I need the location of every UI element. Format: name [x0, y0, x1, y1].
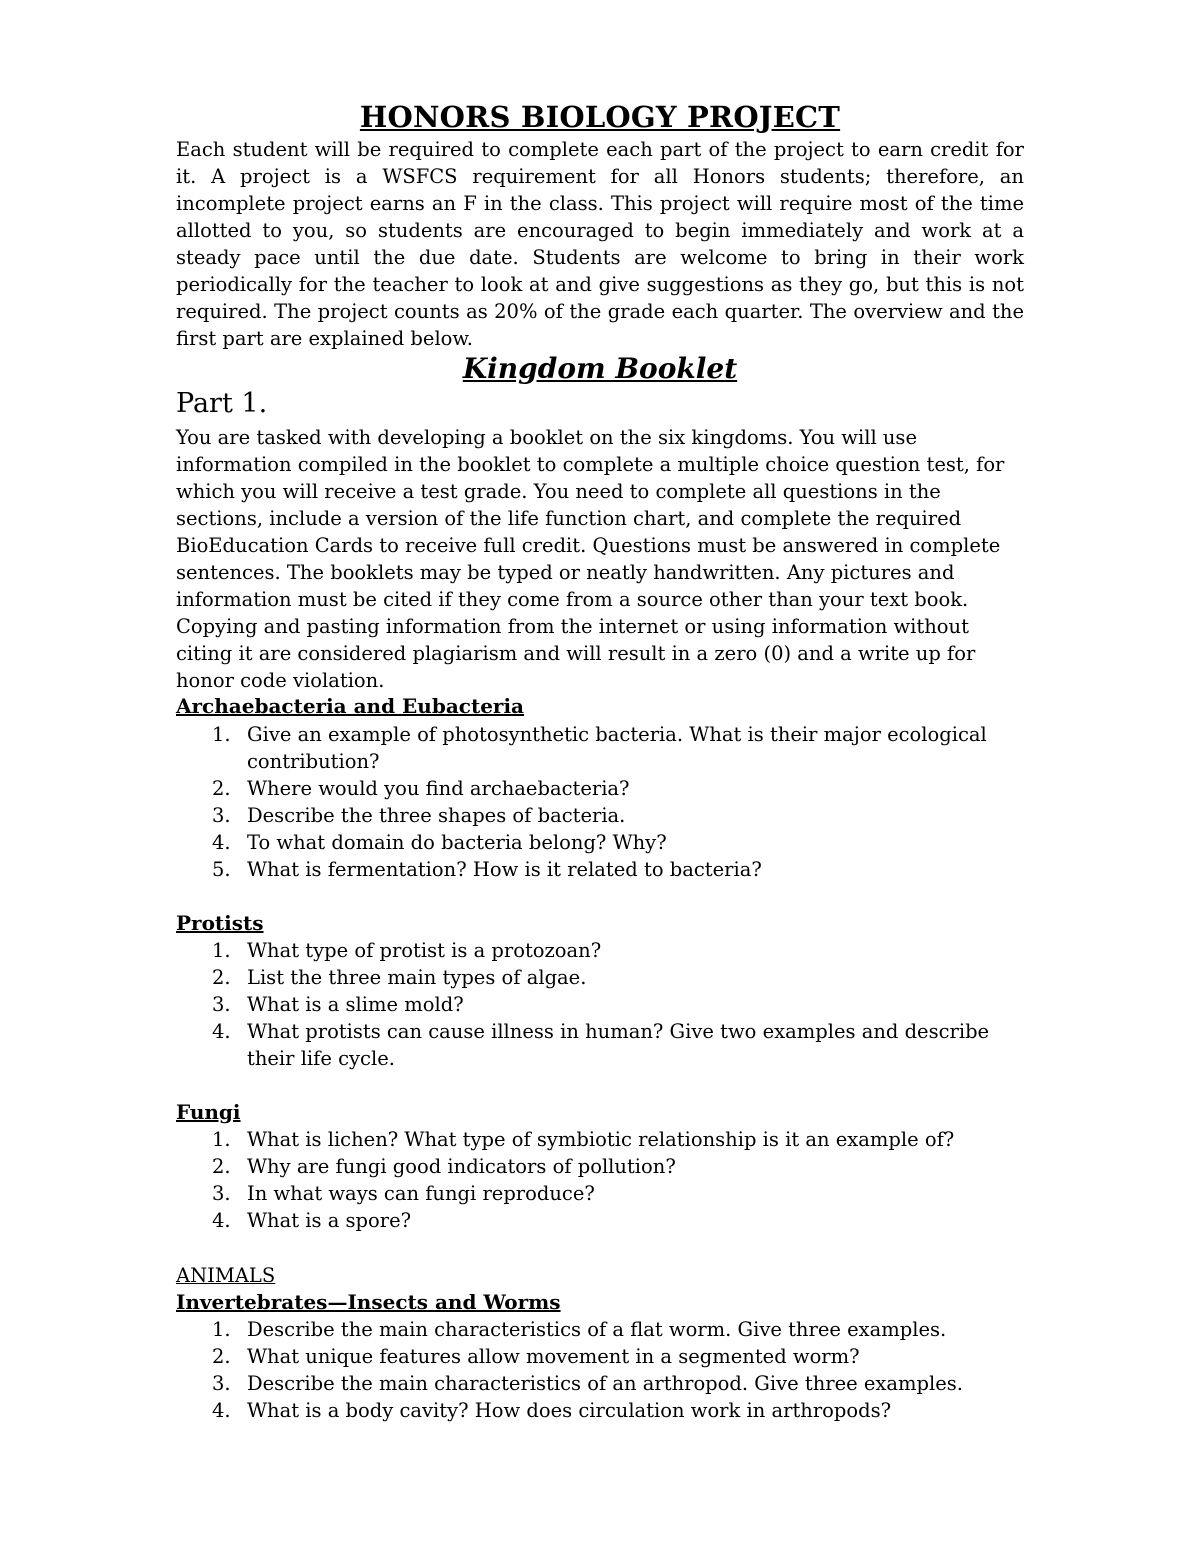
question-text: Describe the main characteristics of a flat worm. Give three examples. [247, 1318, 947, 1341]
question-number: 2. [212, 1345, 231, 1368]
question-number: 4. [212, 1399, 231, 1422]
question-number: 3. [212, 1372, 231, 1395]
list-item [176, 1207, 1026, 1234]
question-text: What type of protist is a protozoan? [247, 939, 602, 962]
question-text: What is fermentation? How is it related to bacteria? [247, 858, 762, 881]
list-item [176, 1126, 1026, 1153]
question-number: 2. [212, 966, 231, 989]
section-heading-fungi: Fungi [176, 1100, 241, 1124]
question-number: 3. [212, 804, 231, 827]
list-item [176, 721, 1026, 775]
part-label: Part 1. [176, 388, 268, 419]
list-item [176, 1397, 1026, 1424]
question-number: 1. [212, 939, 231, 962]
question-number: 1. [212, 1318, 231, 1341]
section-heading-protists: Protists [176, 911, 264, 935]
question-number: 2. [212, 777, 231, 800]
section-heading-bacteria: Archaebacteria and Eubacteria [176, 694, 525, 718]
question-number: 2. [212, 1155, 231, 1178]
question-number: 4. [212, 1209, 231, 1232]
question-text: List the three main types of algae. [247, 966, 587, 989]
list-item [176, 1343, 1026, 1370]
section-heading-invertebrates: Invertebrates—Insects and Worms [176, 1290, 561, 1314]
question-number: 1. [212, 723, 231, 746]
question-number: 3. [212, 1182, 231, 1205]
list-item [176, 1153, 1026, 1180]
question-text: What is lichen? What type of symbiotic relationship is it an example of? [247, 1128, 955, 1151]
list-item [176, 937, 1026, 964]
list-item [176, 829, 1026, 856]
question-text: In what ways can fungi reproduce? [247, 1182, 595, 1205]
intro-paragraph: Each student will be required to complete each part of the project to earn credit for it. A project is a WSFCS requirement for all Honors students; therefore, an incomplete project earns an F in the class. This project will require most of the time allotted to you, so students are encouraged to begin immediately and work at a steady pace until the due date. Students are welcome to bring in their work periodically for the teacher to look at and give suggestions as they go, but this is not required. The project counts as 20% of the grade each quarter. The overview and the first part are explained below. [176, 138, 1024, 350]
list-item [176, 1018, 1026, 1072]
question-text: To what domain do bacteria belong? Why? [247, 831, 667, 854]
question-text: What unique features allow movement in a segmented worm? [247, 1345, 860, 1368]
question-list-fungi [176, 1126, 1026, 1234]
question-number: 1. [212, 1128, 231, 1151]
question-list-protists [176, 937, 1026, 1072]
question-text: Give an example of photosynthetic bacteria. What is their major ecological contribution? [247, 723, 987, 773]
question-text: What is a slime mold? [247, 993, 464, 1016]
question-text: What is a spore? [247, 1209, 412, 1232]
list-item [176, 1180, 1026, 1207]
question-number: 5. [212, 858, 231, 881]
part1-paragraph: You are tasked with developing a booklet on the six kingdoms. You will use information compiled in the booklet to complete a multiple choice question test, for which you will receive a test grade. You need to complete all questions in the sections, include a version of the life function chart, and complete the required BioEducation Cards to receive full credit. Questions must be answered in complete sentences. The booklets may be typed or neatly handwritten. Any pictures and information must be cited if they come from a source other than your text book. Copying and pasting information from the internet or using information without citing it are considered plagiarism and will result in a zero (0) and a write up for honor code violation. [176, 426, 1005, 692]
question-list-invertebrates [176, 1316, 1026, 1424]
question-text: Describe the main characteristics of an arthropod. Give three examples. [247, 1372, 963, 1395]
list-item [176, 1370, 1026, 1397]
kingdom-booklet-heading: Kingdom Booklet [462, 352, 738, 385]
list-item [176, 775, 1026, 802]
list-item [176, 802, 1026, 829]
question-number: 4. [212, 831, 231, 854]
document-title: HONORS BIOLOGY PROJECT [359, 100, 841, 134]
question-text: Describe the three shapes of bacteria. [247, 804, 626, 827]
animals-category-heading: ANIMALS [176, 1264, 276, 1287]
question-number: 4. [212, 1020, 231, 1043]
question-number: 3. [212, 993, 231, 1016]
question-text: Why are fungi good indicators of pollution? [247, 1155, 676, 1178]
list-item [176, 856, 1026, 883]
list-item [176, 964, 1026, 991]
list-item [176, 1316, 1026, 1343]
question-text: What is a body cavity? How does circulation work in arthropods? [247, 1399, 892, 1422]
question-list-bacteria [176, 721, 1026, 883]
question-text: Where would you find archaebacteria? [247, 777, 630, 800]
list-item [176, 991, 1026, 1018]
question-text: What protists can cause illness in human? Give two examples and describe their life cycle. [247, 1020, 990, 1070]
